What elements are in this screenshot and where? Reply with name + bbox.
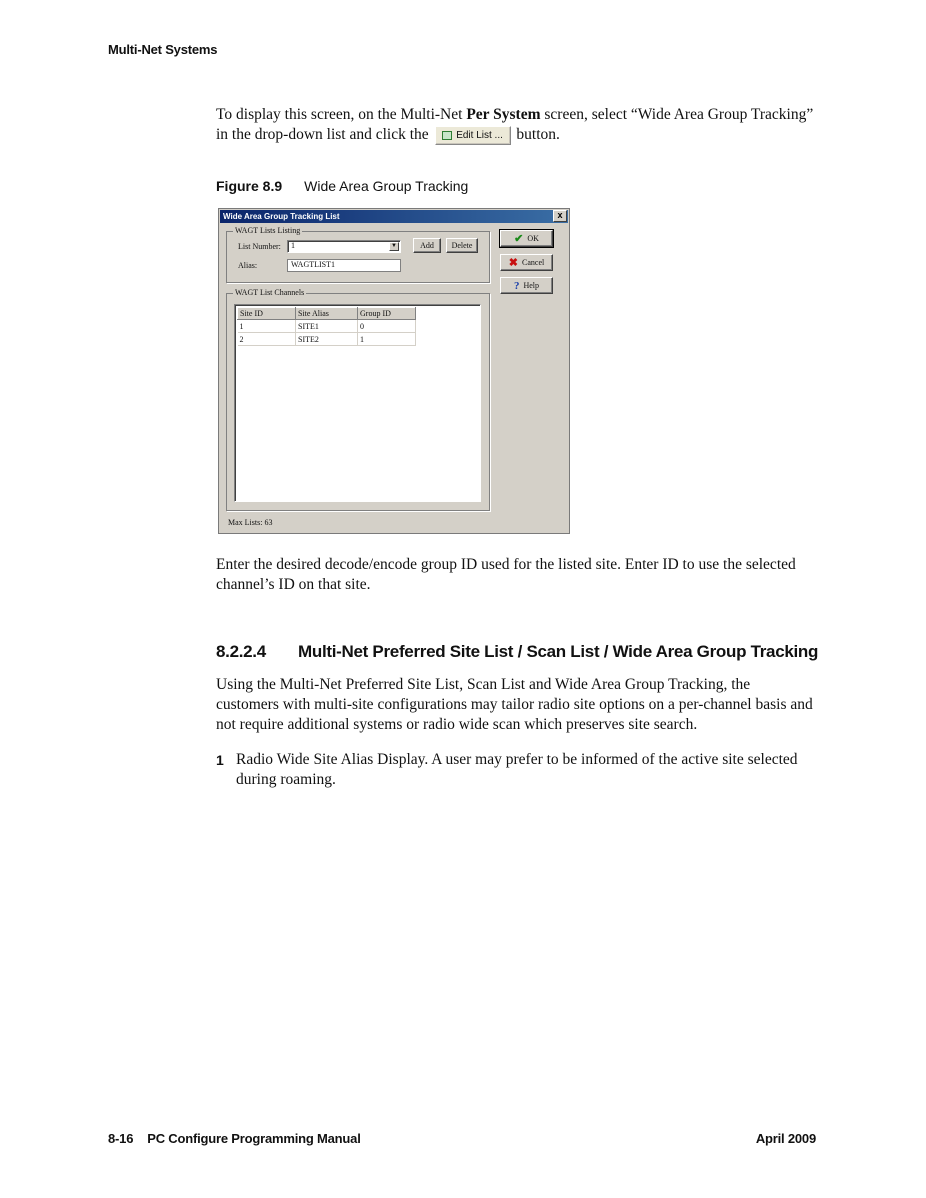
alias-label: Alias: [238, 261, 258, 270]
cell-group-id[interactable]: 1 [358, 333, 416, 346]
manual-title: PC Configure Programming Manual [147, 1131, 361, 1146]
list-number-value: 1 [291, 241, 295, 250]
list-number-select[interactable] [287, 240, 401, 253]
alias-value: WAGTLIST1 [291, 260, 335, 269]
question-icon: ? [513, 280, 520, 292]
cell-site-alias: SITE1 [296, 320, 358, 333]
list-item-number: 1 [216, 752, 224, 768]
running-header: Multi-Net Systems [108, 42, 218, 57]
column-header-site-id[interactable]: Site ID [238, 308, 296, 320]
column-header-site-alias[interactable]: Site Alias [296, 308, 358, 320]
section-title: Multi-Net Preferred Site List / Scan List / Wide Area Group Tracking [298, 642, 819, 661]
intro-bold: Per System [466, 106, 541, 123]
cell-site-id: 1 [238, 320, 296, 333]
column-header-group-id[interactable]: Group ID [358, 308, 416, 320]
alias-input[interactable] [287, 259, 401, 272]
intro-text-1: To display this screen, on the Multi-Net [216, 106, 467, 123]
checkmark-icon: ✔ [514, 233, 524, 245]
table-row[interactable] [238, 320, 416, 333]
table-row[interactable] [238, 333, 416, 346]
help-button[interactable] [500, 277, 553, 294]
edit-list-button[interactable] [435, 126, 511, 145]
channels-group-label: WAGT List Channels [235, 288, 305, 297]
cell-site-id: 2 [238, 333, 296, 346]
footer-left [108, 1131, 361, 1146]
cell-site-alias: SITE2 [296, 333, 358, 346]
footer-date: April 2009 [755, 1131, 816, 1146]
channels-listbox[interactable] [234, 304, 481, 502]
channels-table [237, 307, 416, 346]
paragraph-multisite: Using the Multi-Net Preferred Site List, Scan List and Wide Area Group Tracking, the customers with multi-site configurations may tailor radio site options on a per-channel basis and not require additional systems or radio wide scan which preserves site search. [216, 676, 813, 733]
cell-group-id[interactable]: 0 [358, 320, 416, 333]
intro-text-3: button. [512, 126, 560, 143]
lists-group-label: WAGT Lists Listing [235, 226, 301, 235]
intro-text-2: screen, select “Wide Area Group Tracking” in the drop-down list and click the [216, 106, 814, 143]
section-number: 8.2.2.4 [216, 642, 266, 661]
chevron-down-icon[interactable]: ▼ [389, 242, 399, 251]
cross-icon: ✖ [508, 257, 518, 269]
figure-caption [216, 178, 468, 194]
ok-label: OK [527, 234, 539, 243]
delete-button[interactable]: Delete [446, 238, 478, 253]
list-icon [442, 131, 452, 140]
figure-number: Figure 8.9 [216, 178, 283, 194]
status-bar: Max Lists: 63 [228, 518, 273, 527]
list-item-text: Radio Wide Site Alias Display. A user may prefer to be informed of the active site selected during roaming. [236, 751, 798, 788]
list-number-label: List Number: [238, 242, 281, 251]
intro-paragraph [216, 105, 816, 145]
edit-list-label: Edit List ... [456, 129, 503, 141]
cancel-button[interactable] [500, 254, 553, 271]
list-item [216, 750, 816, 790]
figure-title: Wide Area Group Tracking [304, 178, 469, 194]
page-number: 8-16 [108, 1131, 134, 1146]
dialog-title: Wide Area Group Tracking List [220, 210, 568, 223]
help-label: Help [523, 281, 540, 290]
section-heading [216, 642, 818, 662]
close-icon[interactable]: x [553, 210, 567, 222]
add-button[interactable]: Add [413, 238, 441, 253]
paragraph-group-id: Enter the desired decode/encode group ID used for the listed site. Enter ID to use the selected channel’s ID on that site. [216, 556, 796, 593]
cancel-label: Cancel [522, 258, 545, 267]
ok-button[interactable] [500, 230, 553, 247]
